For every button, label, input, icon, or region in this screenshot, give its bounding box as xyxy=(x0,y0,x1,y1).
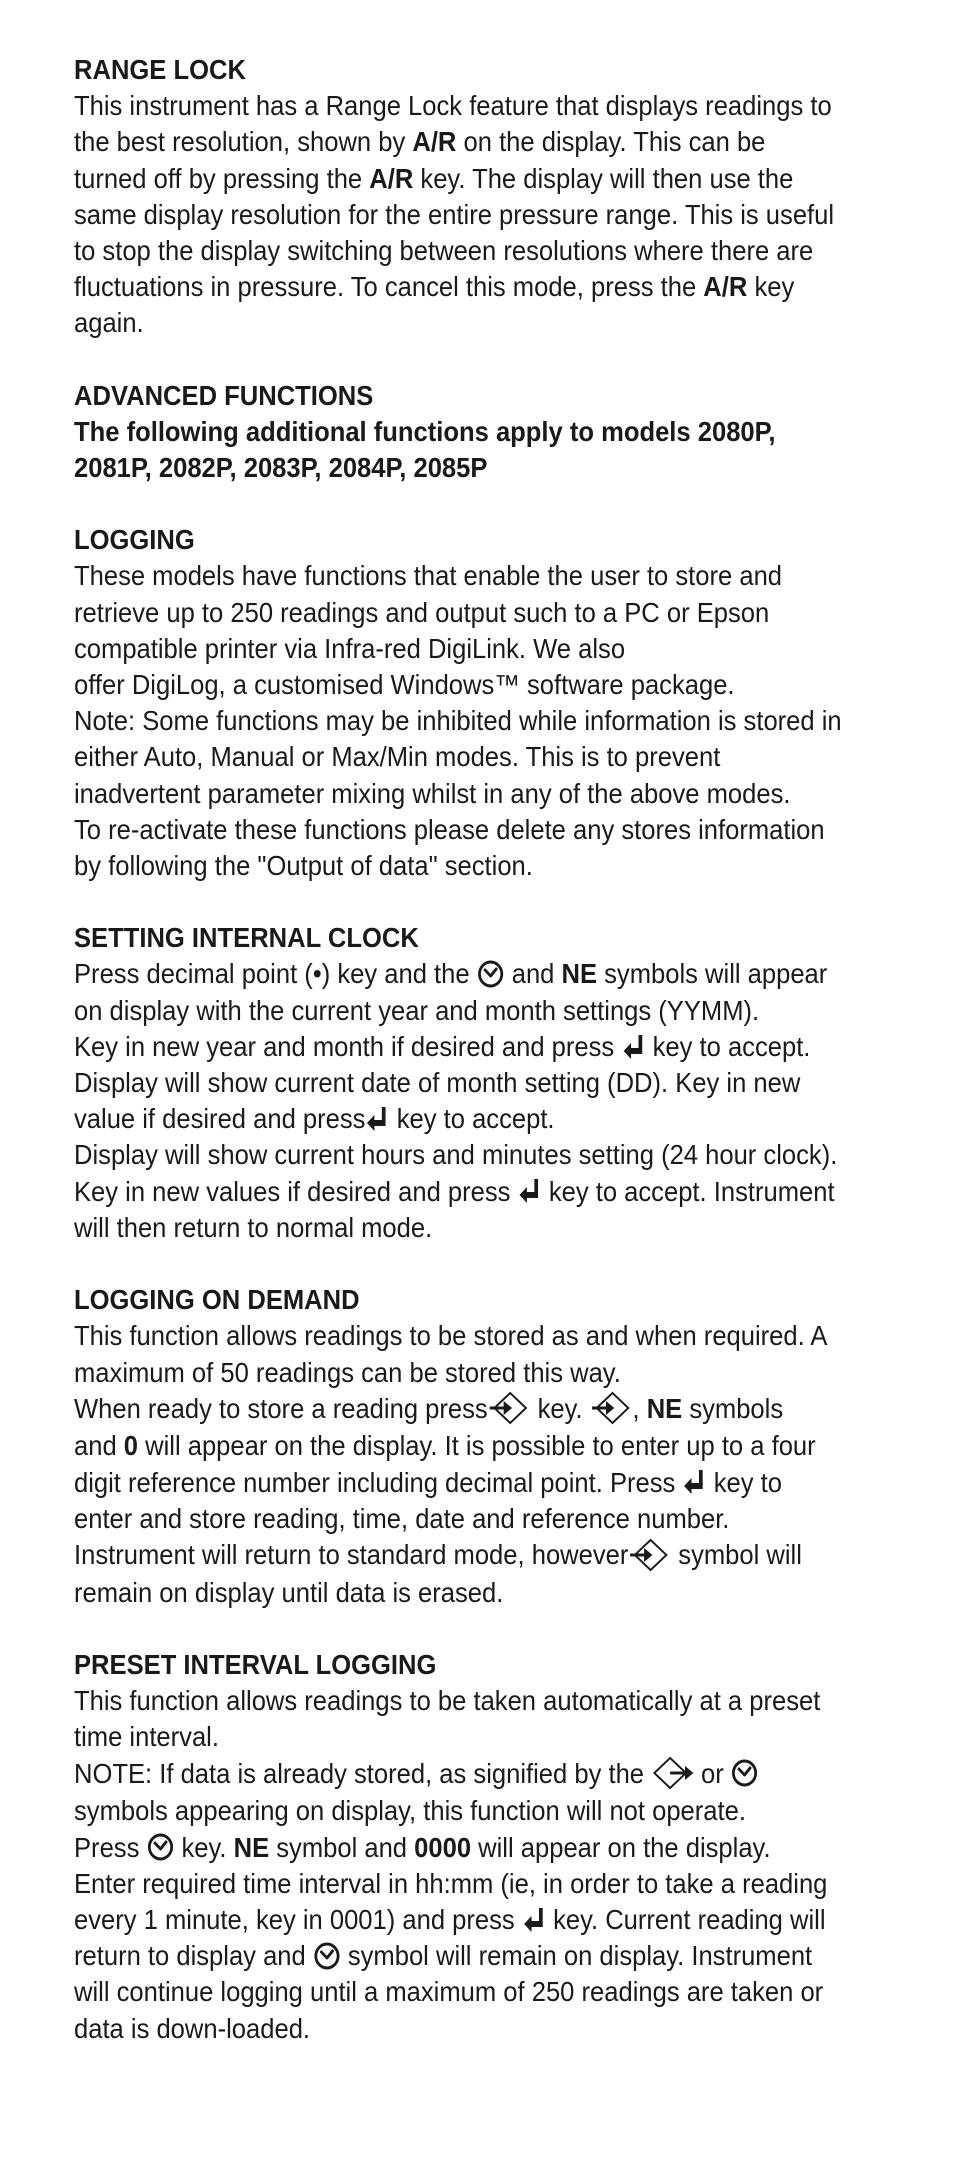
text-line: This instrument has a Range Lock feature that displays readings to xyxy=(74,90,832,122)
heading-preset-interval-logging: PRESET INTERVAL LOGGING xyxy=(74,1648,437,1680)
text-run: Key in new year and month if desired and press xyxy=(74,1030,622,1062)
text-run: , xyxy=(632,1392,647,1424)
text-run: the best resolution, shown by xyxy=(74,126,413,158)
text-run: symbol and xyxy=(269,1831,415,1863)
text-line xyxy=(74,161,837,197)
text-run: symbols will appear xyxy=(597,958,828,990)
text-line: Display will show current date of month setting (DD). Key in new xyxy=(74,1067,801,1099)
text-run: key. The display will then use the xyxy=(413,162,794,194)
heading-range-lock: RANGE LOCK xyxy=(74,54,246,85)
text-line: This function allows readings to be taken automatically at a preset xyxy=(74,1685,821,1717)
text-line: enter and store reading, time, date and reference number. xyxy=(74,1502,730,1534)
text-run: key to accept. Instrument xyxy=(541,1175,835,1207)
enter-key-icon xyxy=(682,1467,706,1497)
text-line xyxy=(74,1537,837,1575)
text-line xyxy=(74,1391,837,1429)
clock-icon xyxy=(477,959,505,989)
text-line: data is down-loaded. xyxy=(74,2012,311,2044)
text-run: key to xyxy=(706,1466,782,1498)
text-run: and xyxy=(74,1430,124,1462)
text-run: Press xyxy=(74,1831,147,1863)
text-run: turned off by pressing the xyxy=(74,162,370,194)
enter-key-icon xyxy=(365,1104,389,1134)
text-run: When ready to store a reading press xyxy=(74,1392,488,1424)
text-run: return to display and xyxy=(74,1940,313,1972)
text-line: compatible printer via Infra-red DigiLink. We also xyxy=(74,632,626,664)
text-line: either Auto, Manual or Max/Min modes. This is to prevent xyxy=(74,741,721,773)
text-run: symbol will remain on display. Instrument xyxy=(340,1940,813,1972)
section-preset-interval-logging xyxy=(74,1647,837,2047)
store-symbol-icon xyxy=(590,1390,633,1426)
manual-page xyxy=(74,52,842,2083)
ne-symbol-label: NE xyxy=(561,958,598,990)
section-advanced-functions xyxy=(74,378,837,487)
text-run: Press decimal point (•) key and the xyxy=(74,958,477,990)
text-run: on the display. This can be xyxy=(456,126,766,158)
text-line: retrieve up to 250 readings and output such to a PC or Epson xyxy=(74,596,770,628)
text-run: every 1 minute, key in 0001) and press xyxy=(74,1903,522,1935)
text-run: will appear on the display. It is possible to enter up to a four xyxy=(138,1430,816,1462)
heading-logging: LOGGING xyxy=(74,524,195,556)
text-line: to stop the display switching between resolutions where there are xyxy=(74,235,814,267)
text-line: The following additional functions apply to models 2080P, xyxy=(74,415,776,447)
store-symbol-icon xyxy=(651,1755,694,1791)
text-line xyxy=(74,956,837,992)
zero-display-label: 0 xyxy=(123,1430,139,1462)
text-run: key. xyxy=(174,1831,234,1863)
text-line: To re-activate these functions please delete any stores information xyxy=(74,813,825,845)
heading-advanced-functions: ADVANCED FUNCTIONS xyxy=(74,379,374,411)
text-run: and xyxy=(504,958,562,990)
store-symbol-icon xyxy=(628,1537,671,1573)
text-line: inadvertent parameter mixing whilst in any of the above modes. xyxy=(74,777,791,809)
text-line: will then return to normal mode. xyxy=(74,1211,433,1243)
text-line xyxy=(74,1174,837,1210)
heading-setting-internal-clock: SETTING INTERNAL CLOCK xyxy=(74,922,419,954)
text-line xyxy=(74,1029,837,1065)
text-line: on display with the current year and month settings (YYMM). xyxy=(74,994,760,1026)
text-run: key to accept. xyxy=(389,1103,555,1135)
enter-key-icon xyxy=(518,1176,542,1206)
text-line xyxy=(74,124,837,160)
text-line xyxy=(74,1756,837,1794)
text-run: key xyxy=(747,271,795,303)
section-logging-on-demand xyxy=(74,1282,837,1611)
text-line: time interval. xyxy=(74,1721,219,1753)
text-run: symbols xyxy=(682,1392,784,1424)
text-run: digit reference number including decimal point. Press xyxy=(74,1466,683,1498)
text-line xyxy=(74,1465,837,1501)
text-line xyxy=(74,1428,837,1464)
text-run: Key in new values if desired and press xyxy=(74,1175,518,1207)
clock-key-icon xyxy=(146,1832,174,1862)
store-key-icon xyxy=(488,1390,531,1426)
section-setting-internal-clock xyxy=(74,920,837,1246)
heading-logging-on-demand: LOGGING ON DEMAND xyxy=(74,1284,360,1316)
section-range-lock xyxy=(74,52,837,342)
text-line: 2081P, 2082P, 2083P, 2084P, 2085P xyxy=(74,452,488,484)
enter-key-icon xyxy=(621,1032,645,1062)
ne-symbol-label: NE xyxy=(233,1831,270,1863)
text-line: will continue logging until a maximum of 250 readings are taken or xyxy=(74,1976,824,2008)
text-run: will appear on the display. xyxy=(471,1831,771,1863)
ar-key-label: A/R xyxy=(412,126,457,158)
clock-icon xyxy=(731,1758,759,1788)
text-line xyxy=(74,1830,837,1866)
text-run: key to accept. xyxy=(645,1030,811,1062)
text-line xyxy=(74,269,837,305)
text-line: Enter required time interval in hh:mm (ie, in order to take a reading xyxy=(74,1867,828,1899)
zeros-display-label: 0000 xyxy=(414,1831,472,1863)
ar-key-label: A/R xyxy=(703,271,748,303)
text-line: These models have functions that enable the user to store and xyxy=(74,560,783,592)
text-line: by following the "Output of data" section. xyxy=(74,850,533,882)
text-line: Note: Some functions may be inhibited while information is stored in xyxy=(74,705,842,737)
text-line: remain on display until data is erased. xyxy=(74,1576,504,1608)
text-line xyxy=(74,1902,837,1938)
enter-key-icon xyxy=(522,1905,546,1935)
clock-icon xyxy=(313,1941,341,1971)
text-run: or xyxy=(693,1757,731,1789)
text-line: again. xyxy=(74,307,144,339)
text-line: maximum of 50 readings can be stored this way. xyxy=(74,1356,621,1388)
text-run: key. xyxy=(530,1392,590,1424)
text-line: symbols appearing on display, this function will not operate. xyxy=(74,1795,746,1827)
text-run: Instrument will return to standard mode, however xyxy=(74,1539,629,1571)
text-line xyxy=(74,1101,837,1137)
text-line: This function allows readings to be stored as and when required. A xyxy=(74,1320,828,1352)
ne-symbol-label: NE xyxy=(646,1392,683,1424)
text-line: offer DigiLog, a customised Windows™ software package. xyxy=(74,669,735,701)
text-run: fluctuations in pressure. To cancel this mode, press the xyxy=(74,271,704,303)
text-line: Display will show current hours and minutes setting (24 hour clock). xyxy=(74,1139,838,1171)
text-line: same display resolution for the entire pressure range. This is useful xyxy=(74,198,835,230)
section-logging xyxy=(74,522,842,884)
text-run: symbol will xyxy=(671,1539,802,1571)
ar-key-label: A/R xyxy=(369,162,414,194)
text-run: value if desired and press xyxy=(74,1103,366,1135)
text-line xyxy=(74,1938,837,1974)
text-run: key. Current reading will xyxy=(545,1903,826,1935)
text-run: NOTE: If data is already stored, as signified by the xyxy=(74,1757,652,1789)
